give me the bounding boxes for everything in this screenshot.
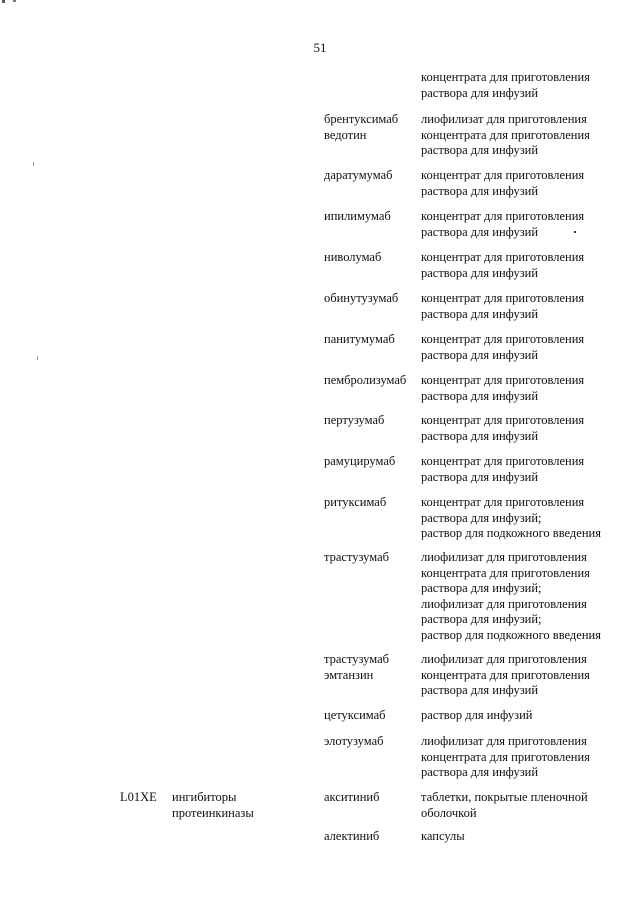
dosage-form-line: раствора для инфузий — [421, 265, 539, 280]
drug-name-line: цетуксимаб — [324, 708, 386, 722]
dosage-form-line: раствор для подкожного введения — [421, 526, 601, 540]
drug-name — [324, 652, 418, 683]
dosage-form — [421, 413, 626, 444]
pharmacological-group-line: протеинкиназы — [172, 805, 254, 820]
dosage-form — [421, 332, 626, 363]
drug-name-line: ниволумаб — [324, 250, 382, 264]
drug-name-line: пембролизумаб — [324, 373, 407, 387]
drug-name — [324, 829, 418, 845]
scan-margin-mark — [33, 162, 34, 166]
dosage-form — [421, 373, 626, 404]
dosage-form — [421, 168, 626, 199]
dosage-form — [421, 209, 626, 240]
drug-name-line: эмтанзин — [324, 667, 374, 682]
dosage-form-line: раствора для инфузий; — [421, 510, 542, 525]
drug-name — [324, 168, 418, 184]
dosage-form-line: концентрата для приготовления — [421, 565, 590, 580]
drug-name-line: рамуцирумаб — [324, 454, 396, 468]
drug-name-line: элотузумаб — [324, 734, 384, 748]
dosage-form-line: концентрат для приготовления — [421, 413, 585, 427]
dosage-form-line: раствора для инфузий; — [421, 581, 542, 595]
pharmacological-group-line: ингибиторы — [172, 790, 237, 804]
drug-name-line: панитумумаб — [324, 332, 395, 346]
dosage-form-line: раствора для инфузий — [421, 388, 539, 403]
drug-name — [324, 250, 418, 266]
drug-name-line: ведотин — [324, 127, 367, 142]
drug-name — [324, 495, 418, 511]
dosage-form-line: концентрат для приготовления — [421, 332, 585, 346]
drug-name — [324, 734, 418, 750]
drug-name — [324, 708, 418, 724]
dosage-form — [421, 652, 626, 699]
dosage-form-line: оболочкой — [421, 805, 477, 820]
dosage-form-line: раствора для инфузий; — [421, 612, 542, 626]
dosage-form-line: раствора для инфузий — [421, 765, 539, 779]
dosage-form-line: раствора для инфузий — [421, 306, 539, 321]
scan-margin-mark — [37, 356, 38, 360]
dosage-form — [421, 708, 626, 724]
dosage-form-line: раствора для инфузий — [421, 143, 539, 157]
dosage-form-line: капсулы — [421, 829, 465, 843]
dosage-form-line: лиофилизат для приготовления — [421, 734, 587, 748]
dosage-form-line: концентрат для приготовления — [421, 454, 585, 468]
dosage-form — [421, 70, 626, 101]
drug-name-line: пертузумаб — [324, 413, 385, 427]
dosage-form-line: концентрат для приготовления — [421, 291, 585, 305]
dosage-form-line: раствора для инфузий — [421, 85, 539, 100]
drug-name-line: трастузумаб — [324, 652, 390, 666]
dosage-form — [421, 112, 626, 159]
dosage-form — [421, 495, 626, 542]
dosage-form-line: концентрата для приготовления — [421, 749, 590, 764]
dosage-form-line: лиофилизат для приготовления — [421, 112, 587, 126]
drug-name — [324, 413, 418, 429]
drug-name — [324, 112, 418, 143]
dosage-form-line: лиофилизат для приготовления — [421, 596, 587, 611]
dosage-form-line: концентрата для приготовления — [421, 127, 590, 142]
drug-name — [324, 332, 418, 348]
dosage-form-line: раствора для инфузий — [421, 428, 539, 443]
dosage-form-line: раствора для инфузий — [421, 469, 539, 484]
drug-name-line: алектиниб — [324, 829, 380, 843]
drug-name-line: брентуксимаб — [324, 112, 399, 126]
drug-name — [324, 209, 418, 225]
dosage-form-line: лиофилизат для приготовления — [421, 550, 587, 564]
drug-name-line: акситиниб — [324, 790, 380, 804]
atc-code: L01XE — [120, 790, 157, 804]
dosage-form-line: раствора для инфузий — [421, 224, 539, 239]
dosage-form-line: концентрата для приготовления — [421, 70, 590, 84]
dosage-form-line: концентрата для приготовления — [421, 667, 590, 682]
dosage-form — [421, 734, 626, 781]
dosage-form-line: концентрат для приготовления — [421, 209, 585, 223]
dosage-form-line: раствора для инфузий — [421, 683, 539, 697]
drug-name-line: обинутузумаб — [324, 291, 399, 305]
dosage-form-line: концентрат для приготовления — [421, 168, 585, 182]
dosage-form — [421, 454, 626, 485]
drug-name — [324, 291, 418, 307]
dosage-form-line: раствора для инфузий — [421, 347, 539, 362]
dosage-form-line: раствор для инфузий — [421, 708, 533, 722]
scan-corner-artifact — [0, 0, 24, 4]
drug-name — [324, 454, 418, 470]
pharmacological-group — [172, 790, 312, 821]
dosage-form-line: таблетки, покрытые пленочной — [421, 790, 588, 804]
dosage-form-line: раствор для подкожного введения — [421, 627, 601, 642]
dosage-form — [421, 790, 626, 821]
drug-name-line: трастузумаб — [324, 550, 390, 564]
dosage-form — [421, 291, 626, 322]
drug-name-line: даратумумаб — [324, 168, 393, 182]
dosage-form-line: концентрат для приготовления — [421, 373, 585, 387]
dosage-form-line: концентрат для приготовления — [421, 250, 585, 264]
drug-name — [324, 550, 418, 566]
dosage-form-line: лиофилизат для приготовления — [421, 652, 587, 666]
drug-name-line: ритуксимаб — [324, 495, 387, 509]
drug-name — [324, 790, 418, 806]
drug-name — [324, 373, 418, 389]
page-number: 51 — [313, 40, 327, 55]
drug-name-line: ипилимумаб — [324, 209, 391, 223]
dosage-form — [421, 250, 626, 281]
dosage-form-line: концентрат для приготовления — [421, 495, 585, 509]
dosage-form — [421, 829, 626, 845]
dosage-form — [421, 550, 626, 643]
dosage-form-line: раствора для инфузий — [421, 183, 539, 198]
